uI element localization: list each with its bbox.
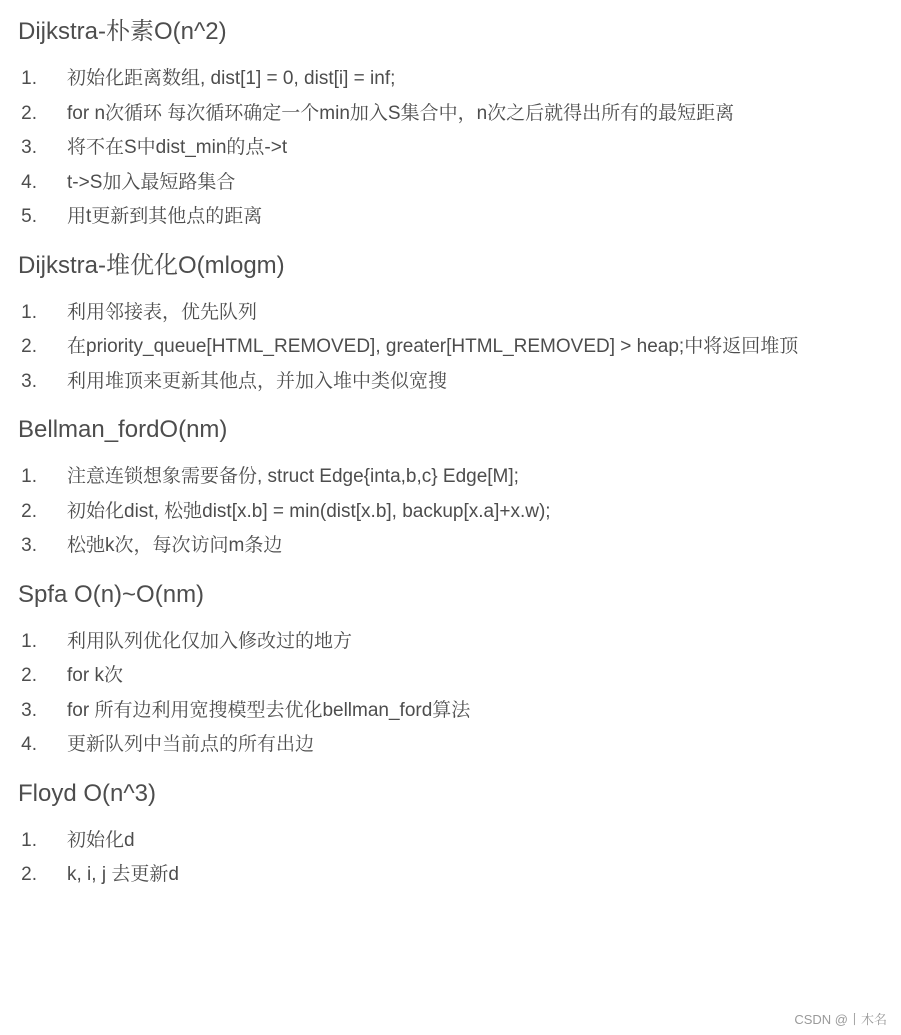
list-item: 1. 初始化距离数组, dist[1] = 0, dist[i] = inf; <box>18 62 898 97</box>
list-item-text: for k次 <box>67 665 123 686</box>
ordered-list <box>18 460 898 564</box>
list-item-text: 松弛k次，每次访问m条边 <box>67 535 283 556</box>
ordered-list <box>18 625 898 763</box>
list-item-text: 利用邻接表，优先队列 <box>67 301 258 323</box>
list-item: 3. for 所有边利用宽搜模型去优化bellman_ford算法 <box>18 694 898 729</box>
section-floyd <box>18 778 898 893</box>
list-item: 1. 利用队列优化仅加入修改过的地方 <box>18 625 898 660</box>
list-item: 1. 初始化d <box>18 824 898 859</box>
list-item: 2. 初始化dist, 松弛dist[x.b] = min(dist[x.b], backup[x.a]+x.w); <box>18 495 898 530</box>
section-heading: Spfa O(n)~O(nm) <box>18 580 205 608</box>
section-heading: Dijkstra-堆优化O(mlogm) <box>18 251 285 279</box>
list-item: 3. 将不在S中dist_min的点->t <box>18 131 898 166</box>
list-item: 4. 更新队列中当前点的所有出边 <box>18 728 898 763</box>
document <box>18 16 898 893</box>
list-item-text: for n次循环 每次循环确定一个min加入S集合中，n次之后就得出所有的最短距离 <box>67 102 735 124</box>
list-item-text: 初始化dist, 松弛dist[x.b] = min(dist[x.b], backup[x.a]+x.w); <box>67 500 551 522</box>
ordered-list <box>18 824 898 893</box>
section-bellman-ford <box>18 414 898 564</box>
section-spfa <box>18 579 898 763</box>
list-item: 2. for k次 <box>18 659 898 694</box>
list-item: 2. for n次循环 每次循环确定一个min加入S集合中，n次之后就得出所有的最短距离 <box>18 97 898 132</box>
list-item-text: 初始化距离数组, dist[1] = 0, dist[i] = inf; <box>67 68 396 89</box>
list-item: 3. 利用堆顶来更新其他点，并加入堆中类似宽搜 <box>18 365 898 400</box>
list-item-text: for 所有边利用宽搜模型去优化bellman_ford算法 <box>67 699 471 721</box>
list-item: 2. k, i, j 去更新d <box>18 858 898 893</box>
list-item-text: 利用队列优化仅加入修改过的地方 <box>67 630 353 652</box>
list-item-text: 注意连锁想象需要备份, struct Edge{inta,b,c} Edge[M]; <box>67 466 519 487</box>
ordered-list <box>18 296 898 400</box>
list-item-text: 将不在S中dist_min的点->t <box>67 137 288 158</box>
list-item-text: 更新队列中当前点的所有出边 <box>67 734 315 755</box>
list-item-text: 初始化d <box>67 829 135 851</box>
list-item: 1. 注意连锁想象需要备份, struct Edge{inta,b,c} Edge[M]; <box>18 460 898 495</box>
list-item-text: t->S加入最短路集合 <box>67 171 236 193</box>
list-item: 4. t->S加入最短路集合 <box>18 166 898 201</box>
csdn-watermark: CSDN @丨木名 <box>794 1012 887 1027</box>
section-heading: Floyd O(n^3) <box>18 779 156 807</box>
section-dijkstra-heap <box>18 250 898 400</box>
list-item: 3. 松弛k次，每次访问m条边 <box>18 529 898 564</box>
list-item: 5. 用t更新到其他点的距离 <box>18 200 898 235</box>
section-heading: Dijkstra-朴素O(n^2) <box>18 18 227 45</box>
list-item-text: 用t更新到其他点的距离 <box>67 206 263 227</box>
list-item: 2. 在priority_queue[HTML_REMOVED], greater[HTML_REMOVED] > heap;中将返回堆顶 <box>18 330 898 365</box>
list-item-text: 在priority_queue[HTML_REMOVED], greater[HTML_REMOVED] > heap;中将返回堆顶 <box>67 336 799 357</box>
section-dijkstra-naive <box>18 16 898 235</box>
ordered-list <box>18 62 898 235</box>
section-heading: Bellman_fordO(nm) <box>18 416 228 443</box>
list-item: 1. 利用邻接表，优先队列 <box>18 296 898 331</box>
list-item-text: 利用堆顶来更新其他点，并加入堆中类似宽搜 <box>67 370 448 392</box>
list-item-text: k, i, j 去更新d <box>67 864 179 885</box>
